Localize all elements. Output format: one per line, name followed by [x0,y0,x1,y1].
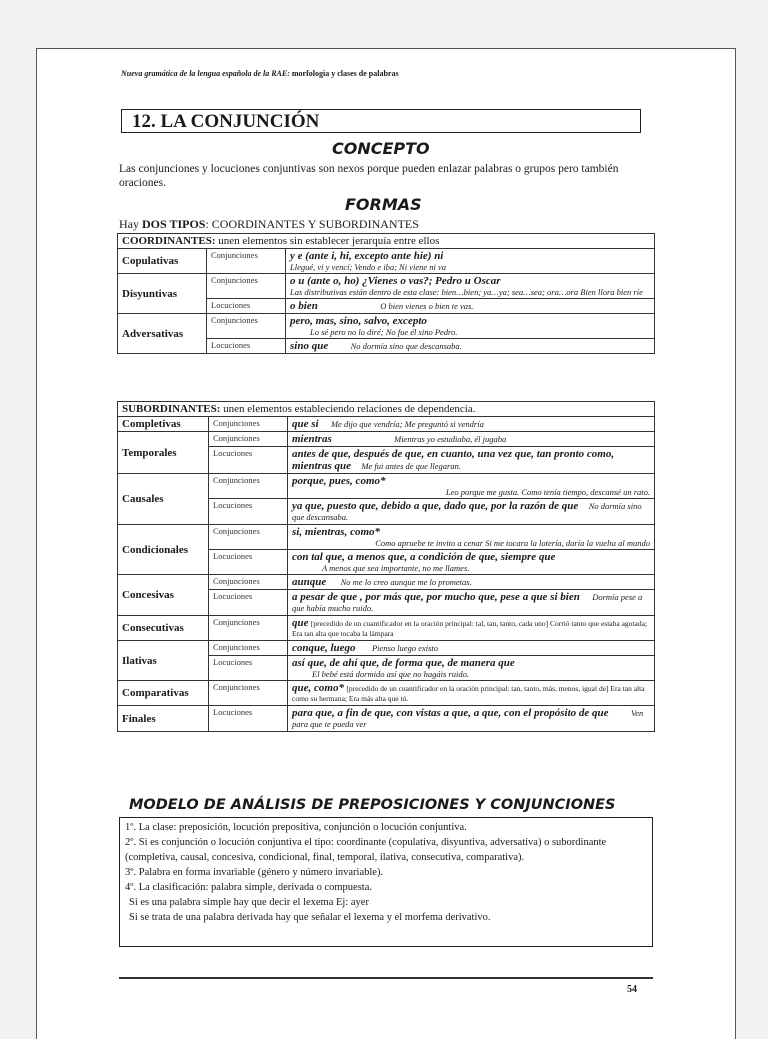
footer-rule [119,977,653,979]
example-text: Pienso luego existo [371,643,439,653]
forms-cell [288,681,655,706]
coordinantes-title-rest: unen elementos sin establecer jerarquía entre ellos [215,235,440,247]
table-row [118,681,655,706]
forms-cell [286,249,655,274]
formas-heading: FORMAS [345,195,422,214]
kind-cell: Conjunciones [207,314,286,339]
kind-cell: Locuciones [209,550,288,575]
category-cell: Finales [118,706,209,732]
forms-cell [288,656,655,681]
types-line [119,217,419,232]
forms-text: sino que [290,340,329,352]
example-text: No me lo creo aunque me lo prometas. [340,577,472,587]
forms-text: porque, pues, como* [292,475,386,487]
example-text: Como apruebe te invito a cenar Si me tocara la lotería, daría la vuelta al mundo [375,538,650,548]
kind-cell: Conjunciones [209,525,288,550]
example-text: A menos que sea importante, no me llames. [322,563,470,573]
category-cell: Temporales [118,432,209,474]
types-prefix: Hay [119,217,139,231]
forms-text: mientras [292,433,332,445]
forms-cell [286,339,655,354]
subordinantes-title [118,402,655,417]
running-header [121,69,399,78]
forms-cell [288,706,655,732]
concepto-heading: CONCEPTO [332,139,430,158]
chapter-title: 12. LA CONJUNCIÓN [121,109,641,133]
forms-cell [288,525,655,550]
modelo-heading: MODELO DE ANÁLISIS DE PREPOSICIONES Y CONJUNCIONES [129,797,616,813]
forms-text: así que, de ahí que, de forma que, de manera que [292,657,515,669]
category-cell: Adversativas [118,314,207,354]
example-text: Lo sé pero no lo diré; No fue él sino Pedro. [310,327,458,337]
running-title-bold: morfología y clases de palabras [291,69,399,78]
table-row [118,274,655,299]
kind-cell: Locuciones [207,339,286,354]
forms-text: conque, luego [292,642,356,654]
table-row [118,616,655,641]
kind-cell: Conjunciones [209,616,288,641]
category-cell: Disyuntivas [118,274,207,314]
table-row [118,525,655,550]
forms-text: o u (ante o, ho) ¿Vienes o vas?; Pedro u Oscar [290,275,501,287]
kind-cell: Locuciones [209,447,288,474]
kind-cell: Conjunciones [209,575,288,590]
subordinantes-table [117,401,655,732]
forms-cell [288,474,655,499]
example-text: Me fui antes de que llegaran. [361,461,461,471]
table-row [118,474,655,499]
forms-cell [288,447,655,474]
kind-cell: Conjunciones [209,417,288,432]
forms-text: aunque [292,576,327,588]
forms-text: si, mientras, como* [292,526,381,538]
forms-cell [288,550,655,575]
forms-cell [288,499,655,525]
subordinantes-title-bold: SUBORDINANTES: [122,403,221,415]
kind-cell: Locuciones [209,706,288,732]
analysis-line: 4º. La clasificación: palabra simple, derivada o compuesta. [125,882,372,893]
kind-cell: Conjunciones [207,274,286,299]
kind-cell: Conjunciones [209,641,288,656]
forms-cell [286,274,655,299]
table-row [118,706,655,732]
forms-cell [288,590,655,616]
example-text: Dormía pese a que había mucho ruido. [292,592,643,613]
concepto-text: Las conjunciones y locuciones conjuntivas son nexos porque pueden enlazar palabras o grupos pero también oraciones. [119,163,619,189]
example-text: Mientras yo estudiaba, él jugaba [394,434,507,444]
kind-cell: Locuciones [209,656,288,681]
example-text: [precedido de un cuantificador en la oración principal: tal, tan, tanto, cada uno] Corrió tanto que estaba agotada; Era tan alta que tocaba la lámpara [292,619,647,638]
example-text: Leo porque me gusta. Como tenía tiempo, descansé un rato. [445,487,650,497]
table-row [118,641,655,656]
example-text: Las distributivas están dentro de esta clase: bien…bien; ya…ya; sea…sea; ora…ora Bien llora bien ríe [290,287,643,297]
forms-text: y e (ante i, hi, excepto ante hie) ni [290,250,444,262]
coordinantes-title-bold: COORDINANTES: [122,235,216,247]
forms-cell [286,299,655,314]
analysis-model-box [119,817,653,947]
forms-cell [288,432,655,447]
forms-cell [288,616,655,641]
forms-text: que [292,617,309,629]
types-bold: DOS TIPOS [142,217,206,231]
coordinantes-table [117,233,655,354]
category-cell: Ilativas [118,641,209,681]
analysis-line: 3º. Palabra en forma invariable (género y número invariable). [125,867,384,878]
table-row [118,249,655,274]
forms-text: a pesar de que , por más que, por mucho que, pese a que si bien [292,591,580,603]
forms-text: pero, mas, sino, salvo, excepto [290,315,427,327]
category-cell: Causales [118,474,209,525]
kind-cell: Conjunciones [209,681,288,706]
document-page [36,48,736,1039]
forms-text: o bien [290,300,318,312]
example-text: El bebé está dormido así que no hagáis ruido. [312,669,470,679]
forms-cell [288,575,655,590]
kind-cell: Locuciones [209,499,288,525]
kind-cell: Conjunciones [207,249,286,274]
forms-text: que, como* [292,682,344,694]
example-text: No dormía sino que descansaba. [350,341,462,351]
analysis-line: Si es una palabra simple hay que decir el lexema Ej: ayer [129,897,369,908]
category-cell: Comparativas [118,681,209,706]
category-cell: Consecutivas [118,616,209,641]
table-row [118,432,655,447]
kind-cell: Locuciones [209,590,288,616]
forms-text: para que, a fin de que, con vistas a que, a que, con el propósito de que [292,707,609,719]
table-row [118,314,655,339]
example-text: Llegué, vi y vencí; Vendo e iba; Ni viene ni va [290,262,447,272]
forms-text: con tal que, a menos que, a condición de que, siempre que [292,551,556,563]
forms-cell [288,417,655,432]
example-text: Me dijo que vendría; Me preguntó si vendría [330,419,484,429]
kind-cell: Locuciones [207,299,286,314]
table-row [118,575,655,590]
analysis-line: 1º. La clase: preposición, locución prepositiva, conjunción o locución conjuntiva. [125,822,467,833]
table-row [118,417,655,432]
coordinantes-title [118,234,655,249]
forms-cell [288,641,655,656]
example-text: O bien vienes o bien te vas. [380,301,474,311]
page-number: 54 [627,984,637,995]
category-cell: Condicionales [118,525,209,575]
forms-text: antes de que, después de que, en cuanto, una vez que, tan pronto como, mientras que [292,448,615,472]
forms-text: ya que, puesto que, debido a que, dado que, por la razón de que [292,500,579,512]
example-text: No dormía sino que descansaba. [292,501,642,522]
example-text: [precedido de un cuantificador en la oración principal: tan, tanto, más, menos, igual de] Era tan alta como su hermana; Era más alta que tú. [292,684,645,703]
analysis-line: 2º. Si es conjunción o locución conjuntiva el tipo: coordinante (copulativa, disyuntiva, adversativa) o subordinante (completiva, causal, concesiva, condicional, final, temporal, ilativa, consecutiva, comparativa). [125,837,607,863]
category-cell: Concesivas [118,575,209,616]
category-cell: Completivas [118,417,209,432]
kind-cell: Conjunciones [209,432,288,447]
forms-text: que si [292,418,319,430]
forms-cell [286,314,655,339]
analysis-line: Si se trata de una palabra derivada hay que señalar el lexema y el morfema derivativo. [129,912,491,923]
category-cell: Copulativas [118,249,207,274]
kind-cell: Conjunciones [209,474,288,499]
example-text: Ven para que te pueda ver [292,708,644,729]
types-rest: : COORDINANTES Y SUBORDINANTES [205,217,419,231]
running-title-italic: Nueva gramática de la lengua española de la RAE: [121,69,290,78]
subordinantes-title-rest: unen elementos estableciendo relaciones de dependencia. [220,403,476,415]
